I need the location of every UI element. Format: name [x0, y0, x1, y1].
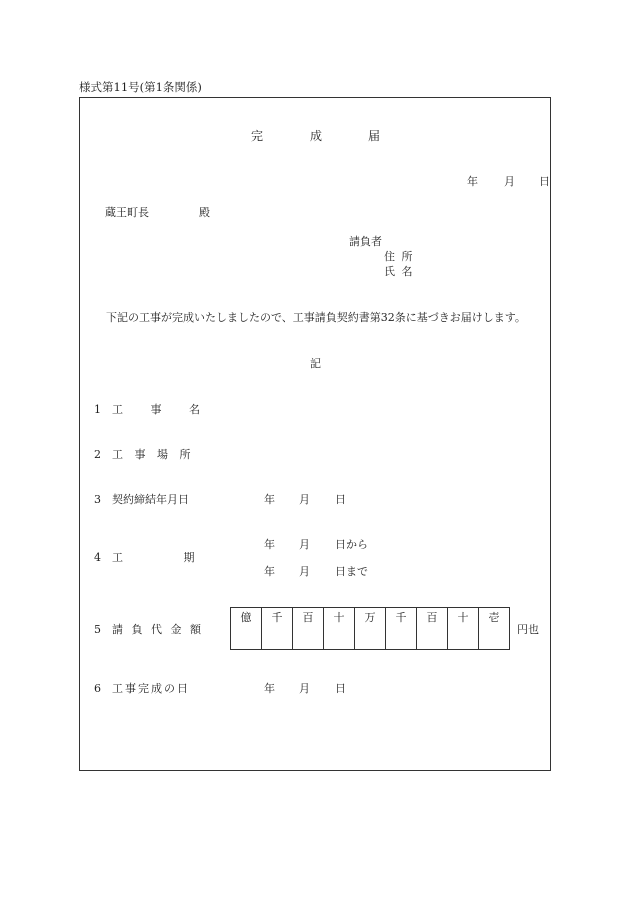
amount-cell-ichi[interactable] — [479, 608, 510, 650]
item-5-number: 5 — [94, 623, 101, 636]
item-3-number: 3 — [94, 493, 101, 506]
item-4-from-month: 月 — [299, 538, 310, 551]
contractor-label: 請負者 — [349, 235, 382, 248]
amount-unit-label: 億 — [240, 611, 252, 624]
amount-unit-label: 百 — [302, 611, 314, 624]
item-4-to-day: 日まで — [335, 565, 368, 578]
amount-cell-hyaku-man[interactable] — [293, 608, 324, 650]
amount-cell-sen-man[interactable] — [262, 608, 293, 650]
item-3-month: 月 — [299, 493, 310, 506]
title-char-2: 成 — [310, 129, 323, 143]
item-4-to-month: 月 — [299, 565, 310, 578]
item-1-label: 工 事 名 — [112, 403, 200, 416]
item-6-day: 日 — [335, 682, 346, 695]
item-4-from-year: 年 — [264, 538, 275, 551]
item-4-label: 工 期 — [112, 551, 195, 564]
item-4-to-year: 年 — [264, 565, 275, 578]
item-2-number: 2 — [94, 448, 101, 461]
addressee-honorific: 殿 — [199, 206, 210, 219]
body-statement: 下記の工事が完成いたしましたので、工事請負契約書第32条に基づきお届けします。 — [106, 311, 526, 324]
date-month-label: 月 — [504, 175, 515, 188]
item-2-label: 工 事 場 所 — [112, 448, 191, 461]
item-6-month: 月 — [299, 682, 310, 695]
amount-unit-label: 百 — [426, 611, 438, 624]
amount-cell-juu[interactable] — [448, 608, 479, 650]
item-5-label: 請 負 代 金 額 — [112, 623, 201, 636]
amount-cell-oku[interactable] — [231, 608, 262, 650]
title-char-3: 届 — [368, 129, 381, 143]
date-day-label: 日 — [539, 175, 550, 188]
form-frame — [79, 97, 551, 771]
form-number: 様式第11号(第1条関係) — [79, 80, 202, 94]
amount-unit-label: 万 — [364, 611, 376, 624]
amount-unit-label: 十 — [333, 611, 345, 624]
amount-cell-hyaku[interactable] — [417, 608, 448, 650]
item-1-number: 1 — [94, 403, 101, 416]
amount-unit-label: 十 — [457, 611, 469, 624]
item-6-year: 年 — [264, 682, 275, 695]
item-6-label: 工事完成の日 — [112, 682, 190, 695]
amount-cell-juu-man[interactable] — [324, 608, 355, 650]
item-3-label: 契約締結年月日 — [112, 493, 189, 506]
item-3-day: 日 — [335, 493, 346, 506]
amount-unit-label: 千 — [395, 611, 407, 624]
contractor-address-label: 住 所 — [384, 250, 413, 263]
amount-cell-man[interactable] — [355, 608, 386, 650]
ki-heading: 記 — [310, 357, 321, 370]
item-4-number: 4 — [94, 551, 101, 564]
item-4-from-day: 日から — [335, 538, 368, 551]
contractor-name-label: 氏 名 — [384, 265, 413, 278]
addressee-name: 蔵王町長 — [105, 206, 149, 219]
date-year-label: 年 — [467, 175, 478, 188]
title-char-1: 完 — [251, 129, 264, 143]
item-3-year: 年 — [264, 493, 275, 506]
item-6-number: 6 — [94, 682, 101, 695]
amount-grid — [230, 607, 510, 650]
amount-unit-label: 千 — [271, 611, 283, 624]
amount-unit-label: 壱 — [488, 611, 500, 624]
amount-suffix: 円也 — [517, 623, 539, 636]
amount-cell-sen[interactable] — [386, 608, 417, 650]
